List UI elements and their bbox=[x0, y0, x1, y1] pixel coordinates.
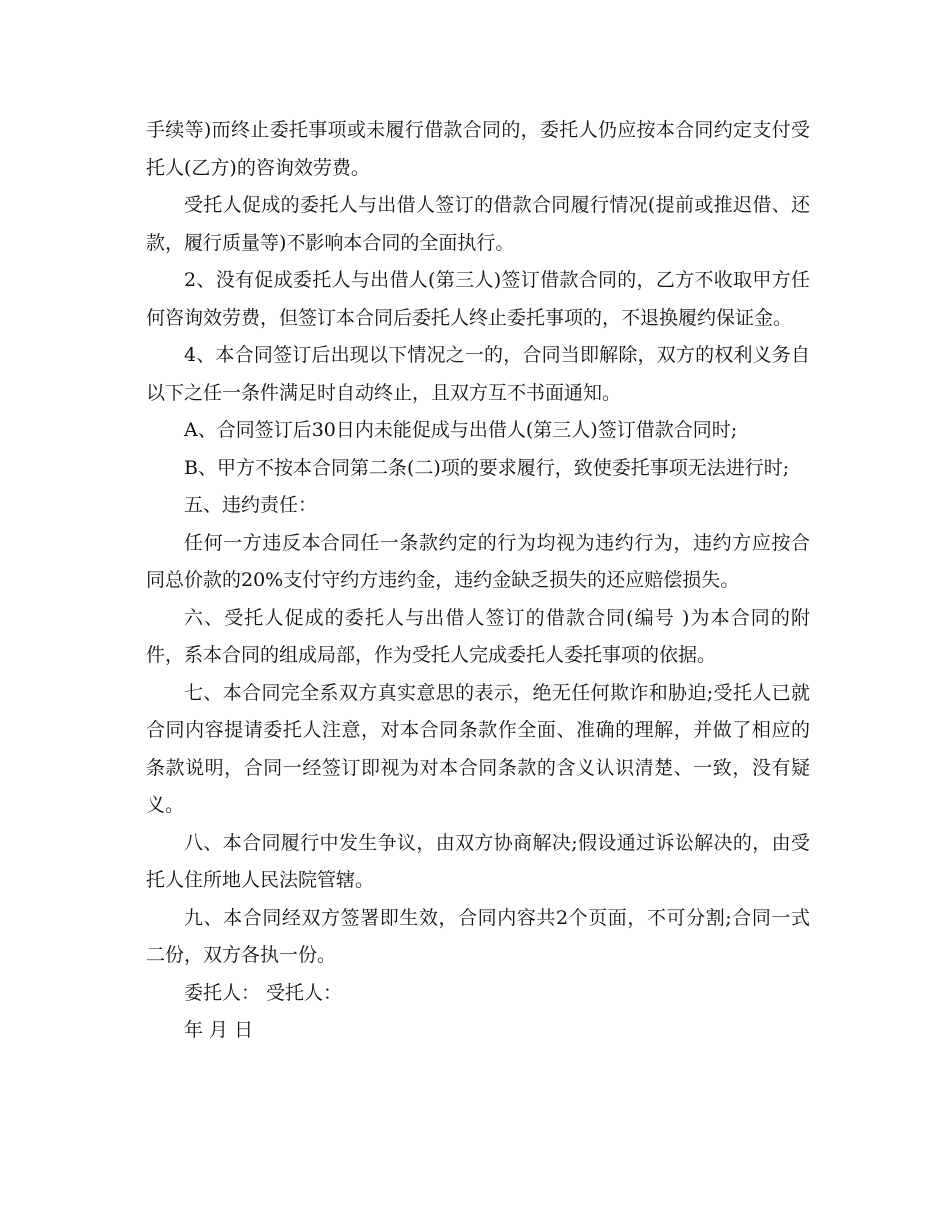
document-body bbox=[146, 112, 810, 1050]
paragraph-clause-6: 六、受托人促成的委托人与出借人签订的借款合同(编号 )为本合同的附件，系本合同的组成局部，作为受托人完成委托人委托事项的依据。 bbox=[146, 606, 810, 666]
paragraph-clause-4b: B、甲方不按本合同第二条(二)项的要求履行，致使委托事项无法进行时; bbox=[184, 456, 790, 479]
paragraph-clause-8: 八、本合同履行中发生争议，由双方协商解决;假设通过诉讼解决的，由受托人住所地人民法院管辖。 bbox=[146, 831, 810, 891]
paragraph-loan-performance: 受托人促成的委托人与出借人签订的借款合同履行情况(提前或推迟借、还款，履行质量等)不影响本合同的全面执行。 bbox=[146, 194, 810, 254]
paragraph-clause-9: 九、本合同经双方签署即生效，合同内容共2个页面，不可分割;合同一式二份，双方各执一份。 bbox=[146, 906, 810, 966]
section-heading-liability: 五、违约责任： bbox=[184, 494, 318, 516]
date-line: 年 月 日 bbox=[184, 1019, 254, 1041]
paragraph-clause-4a: A、合同签订后30日内未能促成与出借人(第三人)签订借款合同时; bbox=[184, 419, 738, 441]
paragraph-clause-7: 七、本合同完全系双方真实意思的表示，绝无任何欺诈和胁迫;受托人已就合同内容提请委托人注意，对本合同条款作全面、准确的理解，并做了相应的条款说明，合同一经签订即视为对本合同条款的含义认识清楚、一致，没有疑义。 bbox=[146, 681, 810, 816]
signature-line: 委托人： 受托人： bbox=[184, 981, 343, 1004]
paragraph-clause-2: 2、没有促成委托人与出借人(第三人)签订借款合同的，乙方不收取甲方任何咨询效劳费，但签订本合同后委托人终止委托事项的，不退换履约保证金。 bbox=[146, 269, 810, 329]
paragraph-liability: 任何一方违反本合同任一条款约定的行为均视为违约行为，违约方应按合同总价款的20%支付守约方违约金，违约金缺乏损失的还应赔偿损失。 bbox=[146, 531, 810, 591]
paragraph-clause-4: 4、本合同签订后出现以下情况之一的，合同当即解除，双方的权利义务自以下之任一条件满足时自动终止，且双方互不书面通知。 bbox=[146, 344, 810, 404]
paragraph-continuation: 手续等)而终止委托事项或未履行借款合同的，委托人仍应按本合同约定支付受托人(乙方)的咨询效劳费。 bbox=[146, 119, 810, 179]
